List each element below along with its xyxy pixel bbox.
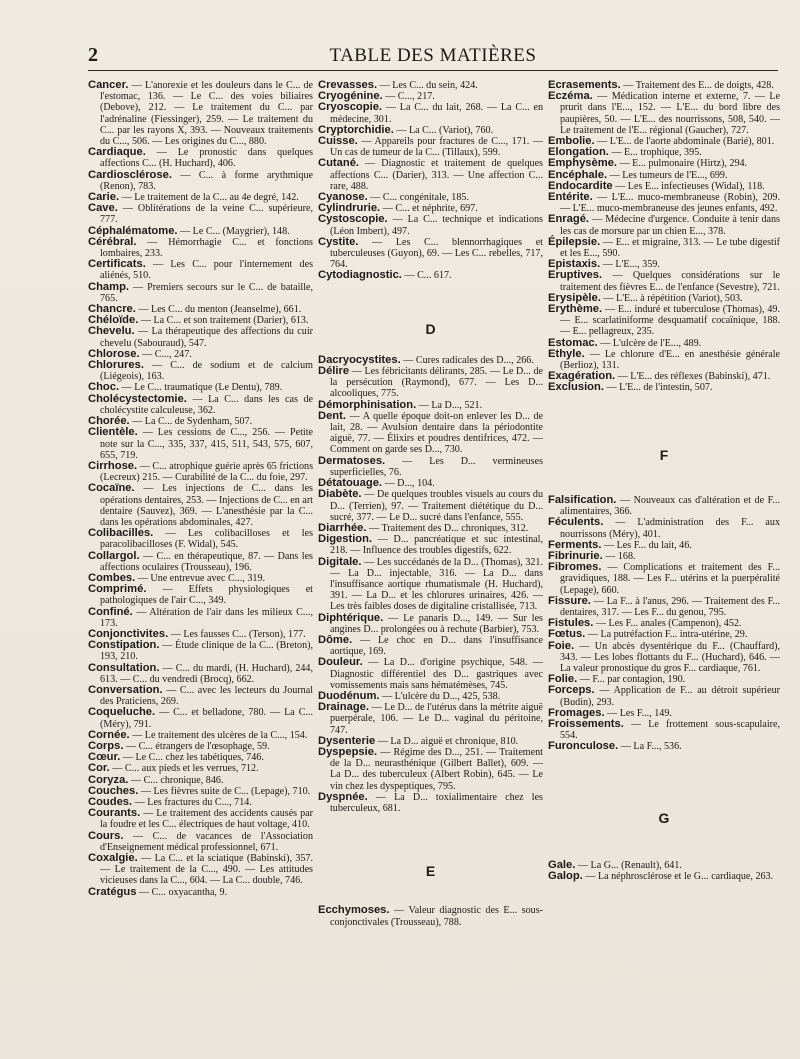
index-term: Ecchymoses.	[318, 904, 390, 917]
index-term: Cutané.	[318, 157, 360, 170]
index-term: Cylindrurie.	[318, 202, 381, 215]
index-term: Ferments.	[548, 538, 602, 551]
index-term: Erythème.	[548, 303, 603, 316]
index-references: — Une entrevue avec C..., 319.	[137, 572, 266, 584]
index-references: — La D... aiguë et chronique, 810.	[377, 735, 519, 747]
index-term: Estomac.	[548, 336, 598, 349]
index-term: Fissure.	[548, 594, 591, 607]
index-entry	[88, 282, 313, 304]
index-references: — Les succédanés de la D... (Thomas), 321. — La D... injectable, 316. — La D... dans l'insuffisance aortique rhumatismale (H. Huchard), 391. — La D... et les chlorures urinaires, 426. — Les très faibles doses de digitaline cristallisée, 713.	[330, 556, 543, 613]
index-entry	[318, 355, 543, 366]
index-column-3	[548, 80, 780, 882]
index-term: Constipation.	[88, 639, 160, 652]
index-term: Coudes.	[88, 796, 133, 808]
index-references: — C... et belladone, 780. — La C... (Méry), 791.	[100, 707, 313, 730]
index-references: — E... induré et tuberculose (Thomas), 49. — E... scarlatiniforme desquamatif cocaïnique, 188. — E... pellagreux, 235.	[560, 304, 780, 338]
index-term: Ethyle.	[548, 347, 585, 360]
index-references: — La D... d'origine psychique, 548. — Diagnostic différentiel des D... gastriques avec vomissements mais sans hématémèses, 745.	[330, 657, 544, 691]
index-term: Chancre.	[88, 303, 136, 316]
index-term: Cholécystectomie.	[88, 392, 187, 405]
index-entry	[548, 596, 780, 618]
index-term: Collargol.	[88, 549, 140, 562]
section-letter-g: G	[658, 809, 670, 826]
index-references: — La néphrosclérose et le G... cardiaque, 263.	[585, 870, 774, 882]
index-term: Cratégus	[88, 885, 137, 898]
index-entry	[318, 792, 543, 814]
index-references: — Le choc en D... dans l'insuffisance aortique, 169.	[330, 634, 543, 658]
index-term: Céphalématome.	[88, 224, 178, 237]
index-references: — Les F..., 149.	[607, 707, 672, 719]
index-term: Epistaxis.	[548, 258, 601, 271]
index-entry	[548, 629, 780, 640]
index-term: Coxalgie.	[88, 852, 138, 865]
entry-list	[548, 860, 780, 882]
index-entry	[318, 702, 543, 736]
index-references: — La C... dans les cas de cholécystite calculeuse, 362.	[100, 393, 313, 416]
index-term: Eczéma.	[548, 90, 593, 103]
index-references: — Oblitérations de la veine C... supérieure, 777.	[100, 203, 314, 226]
index-term: Cuisse.	[318, 135, 358, 148]
index-references: — Les tumeurs de l'E..., 699.	[609, 169, 728, 181]
index-term: Dysenterie	[318, 734, 376, 747]
index-term: Confiné.	[88, 605, 133, 618]
index-term: Cyanose.	[318, 191, 368, 204]
index-references: — C... 617.	[404, 270, 452, 282]
index-term: Crevasses.	[318, 79, 378, 91]
index-references: — Diagnostic et traitement de quelques affections C... (Darier), 313. — Une affection C... rare, 488.	[330, 158, 543, 192]
index-term: Colibacilles.	[88, 527, 154, 540]
index-term: Ecrasements.	[548, 79, 621, 91]
index-term: Dôme.	[318, 633, 353, 646]
index-references: — Traitement des D... chroniques, 312.	[369, 522, 529, 534]
index-term: Chéloïde.	[88, 314, 139, 327]
index-term: Chevelu.	[88, 325, 135, 338]
index-references: — Le D... de l'utérus dans la métrite aiguë puerpérale, 106. — Le D... vaginal du péritoine, 747.	[330, 702, 543, 736]
index-term: Dacryocystites.	[318, 353, 401, 366]
index-term: Entérite.	[548, 191, 593, 204]
index-references: — E... trophique, 395.	[611, 147, 702, 159]
index-term: Cryoscopie.	[318, 101, 383, 114]
index-references: — C..., 217.	[385, 91, 435, 103]
index-entry	[318, 400, 543, 411]
index-references: — D..., 104.	[384, 478, 435, 490]
index-entry	[88, 360, 313, 382]
index-references: — Le traitement des accidents causés par la foudre et les C... électriques de haut voltage, 410.	[100, 808, 313, 831]
index-entry	[88, 551, 313, 573]
index-entry	[88, 427, 313, 461]
index-term: Cœur.	[88, 751, 121, 764]
index-references: — Les colibacilloses et les paracolibacilloses (F. Widal), 545.	[100, 528, 313, 551]
index-term: Drainage.	[318, 701, 369, 714]
index-term: Fibrinurie.	[548, 549, 603, 562]
index-term: Dermatoses.	[318, 454, 386, 467]
index-term: Chorée.	[88, 415, 130, 428]
index-entry	[88, 80, 313, 147]
index-entry	[318, 557, 543, 613]
index-entry	[88, 259, 313, 281]
index-term: Chlorose.	[88, 347, 140, 360]
index-references: — Le traitement de la C... au 4e degré, 142.	[121, 192, 299, 204]
index-term: Fistules.	[548, 617, 594, 630]
index-term: Duodénum.	[318, 689, 380, 702]
running-title: TABLE DES MATIÈRES	[329, 45, 537, 66]
index-references: — De quelques troubles visuels au cours du D... (Terrien), 97. — Traitement diététique du D... sucré, 377. — Le D... sucré dans l'enfance, 555.	[330, 489, 543, 523]
index-references: — F... par contagion, 190.	[579, 674, 686, 686]
index-entry	[318, 456, 543, 478]
index-references: — Les C... du sein, 424.	[379, 80, 478, 91]
index-references: — C... à forme arythmique (Renon), 783.	[100, 169, 313, 192]
index-term: Folie.	[548, 673, 578, 686]
index-references: — La F..., 536.	[620, 741, 682, 753]
index-term: Démorphinisation.	[318, 398, 417, 411]
index-references: — La C... et son traitement (Darier), 613.	[140, 315, 309, 327]
index-entry	[318, 905, 543, 927]
section-letter-f: F	[659, 446, 669, 463]
index-references: — Les fractures du C..., 714.	[134, 797, 252, 808]
index-term: Conversation.	[88, 683, 163, 696]
index-references: — Les fausses C... (Terson), 177.	[170, 628, 306, 640]
index-references: — C... chronique, 846.	[130, 774, 224, 786]
index-entry	[548, 741, 780, 752]
entry-list	[318, 80, 543, 282]
index-references: — Les C... pour l'internement des aliénés, 510.	[100, 259, 313, 282]
index-term: Cystoscopie.	[318, 213, 388, 226]
entry-list	[318, 355, 543, 814]
index-entry	[88, 483, 313, 528]
index-term: Cardiaque.	[88, 146, 146, 159]
index-references: — Valeur diagnostic des E... sous-conjonctivales (Trousseau), 788.	[330, 905, 543, 928]
index-term: Douleur.	[318, 656, 363, 669]
index-references: — L'E... de l'aorte abdominale (Barié), 801.	[597, 136, 775, 148]
index-term: Coqueluche.	[88, 706, 156, 719]
index-entry	[88, 461, 313, 483]
index-references: — E... pulmonaire (Hirtz), 294.	[619, 158, 748, 170]
index-entry	[548, 349, 780, 371]
index-entry	[88, 237, 313, 259]
index-references: — Le C... traumatique (Le Dentu), 789.	[121, 382, 283, 394]
index-term: Diabète.	[318, 488, 362, 501]
index-entry	[548, 214, 780, 236]
index-entry	[318, 635, 543, 657]
index-references: — La C... du lait, 268. — La C... en médecine, 301.	[330, 102, 544, 125]
index-references: — C... aux pieds et les verrues, 712.	[112, 763, 259, 775]
index-term: Fromages.	[548, 706, 605, 719]
index-references: — Les E... infectieuses (Widal), 118.	[615, 180, 765, 192]
index-term: Cours.	[88, 829, 124, 842]
index-entry	[548, 719, 780, 741]
index-references: — Les F... du lait, 46.	[604, 539, 692, 551]
index-term: Coryza.	[88, 773, 129, 786]
index-entry	[318, 657, 543, 691]
index-references: — Le frottement sous-scapulaire, 554.	[560, 718, 780, 742]
index-entry	[548, 304, 780, 338]
index-entry	[88, 808, 313, 830]
entry-list	[318, 905, 543, 927]
index-term: Combes.	[88, 571, 136, 584]
index-entry	[318, 237, 543, 271]
index-references: — La F... à l'anus, 296. — Traitement des F... dentaires, 317. — Les F... du genou, 795.	[560, 595, 780, 618]
index-term: Consultation.	[88, 661, 160, 674]
index-entry	[88, 528, 313, 550]
index-entry	[88, 685, 313, 707]
index-references: — L'E... à répétition (Variot), 503.	[603, 292, 743, 304]
index-term: Endocardite	[548, 179, 613, 192]
index-term: Elongation.	[548, 146, 609, 159]
index-term: Dyspepsie.	[318, 745, 378, 758]
index-entry	[88, 326, 313, 348]
index-references: — C..., 247.	[142, 348, 192, 360]
index-references: — Les injections de C... dans les opérations dentaires, 253. — Injections de C... en art dentaire (Sauvez), 369. — L'anesthésie par la C... dans les opérations abdominales, 427.	[100, 483, 313, 528]
index-term: Comprimé.	[88, 583, 147, 596]
index-entry	[318, 747, 543, 792]
page-number: 2	[88, 44, 98, 66]
index-term: Choc.	[88, 381, 120, 394]
index-entry	[548, 495, 780, 517]
index-term: Cardiosclérose.	[88, 168, 172, 181]
index-term: Cryogénine.	[318, 90, 383, 103]
index-references: — Le C... (Maygrier), 148.	[180, 225, 290, 237]
index-references: — C... congénitale, 185.	[370, 192, 469, 204]
index-entry	[88, 170, 313, 192]
section-letter-d: D	[425, 320, 436, 337]
index-entry	[318, 158, 543, 192]
index-term: Falsification.	[548, 493, 617, 506]
index-entry	[318, 136, 543, 158]
index-references: — Application de F... au détroit supérieur (Budin), 293.	[560, 685, 780, 708]
index-entry	[318, 613, 543, 635]
index-references: — Altération de l'air dans les milieux C..., 173.	[100, 606, 313, 629]
index-term: Exclusion.	[548, 381, 604, 394]
index-column-1	[88, 80, 313, 898]
index-references: — L'E... de l'intestin, 507.	[606, 382, 713, 394]
index-references: — C... du mardi, (H. Huchard), 244, 613. — C... du vendredi (Brocq), 662.	[100, 662, 313, 685]
index-entry	[88, 663, 313, 685]
index-term: Gale.	[548, 858, 576, 871]
index-references: — La putréfaction F... intra-utérine, 29.	[587, 629, 748, 641]
index-references: — C... étrangers de l'œsophage, 59.	[125, 740, 270, 752]
index-term: Emphysème.	[548, 157, 618, 170]
index-entry	[88, 741, 313, 752]
index-term: Cancer.	[88, 79, 129, 91]
index-entry	[88, 640, 313, 662]
index-references: — Les fièvres suite de C... (Lepage), 710.	[140, 785, 311, 797]
index-references: — Les cessions de C..., 256. — Petite note sur la C..., 335, 337, 415, 511, 543, 575, 607, 655, 719.	[100, 427, 313, 461]
index-entry	[318, 534, 543, 556]
index-references: — L'anorexie et les douleurs dans le C... de l'estomac, 136. — Le C... des voies biliaires (Debove), 212. — Le traitement du C... par l'adrénaline (Fiessinger), 259. — Le traitement du C... par les rayons X, 393. — Nouveaux traitements du C..., 506. — Les origines du C..., 880.	[100, 80, 314, 148]
index-references: — Le traitement des ulcères de la C..., 154.	[132, 729, 308, 741]
index-term: Couches.	[88, 784, 139, 797]
index-term: Épilepsie.	[548, 235, 601, 248]
index-references: — Les fébricitants délirants, 285. — Le D... de la persécution (Raymond), 677. — Les D... alcooliques, 775.	[330, 366, 543, 400]
index-references: — La C... (Variot), 760.	[396, 124, 494, 136]
index-term: Cave.	[88, 202, 118, 215]
index-references: — Un abcès dysentérique du F... (Chauffard), 343. — Les lobes flottants du F... (Huchard), 646. — La valeur pronostique du gros F... cardiaque, 761.	[560, 640, 780, 674]
index-references: — D... pancréatique et suc intestinal, 218. — Influence des troubles digestifs, 622.	[330, 534, 543, 557]
index-entry	[88, 203, 313, 225]
index-entry	[88, 584, 313, 606]
section-letter-e: E	[425, 863, 436, 880]
index-references: — La C... technique et indications (Léon Imbert), 497.	[330, 214, 543, 237]
index-term: Fibromes.	[548, 561, 602, 574]
index-references: — La D... toxialimentaire chez les tuberculeux, 681.	[330, 791, 543, 814]
index-references: — Le panaris D..., 149. — Sur les angines D... prolongées ou à rechute (Barbier), 753.	[330, 612, 543, 635]
index-references: — La C... et la sciatique (Babinski), 357. — Le traitement de la C..., 490. — Les attitudes vicieuses dans la C..., 604. — La C... double, 746.	[100, 853, 313, 887]
index-entry	[318, 214, 543, 236]
index-entry	[318, 411, 543, 456]
index-term: Galop.	[548, 869, 583, 882]
index-term: Cocaïne.	[88, 482, 135, 495]
index-entry	[88, 752, 313, 763]
index-entry	[318, 102, 543, 124]
index-references: — Le pronostic dans quelques affections C... (H. Huchard), 406.	[100, 147, 314, 170]
index-entry	[548, 237, 780, 259]
index-term: Enragé.	[548, 213, 590, 226]
index-term: Encéphale.	[548, 168, 608, 181]
index-term: Champ.	[88, 280, 130, 293]
index-references: — Appareils pour fractures de C..., 171. — Un cas de tumeur de la C... (Tillaux), 599.	[330, 136, 543, 159]
index-term: Dyspnée.	[318, 790, 368, 803]
index-references: — Le chlorure d'E... en anesthésie générale (Berlioz), 131.	[560, 348, 781, 372]
index-references: — Effets physiologiques et pathologiques de l'air C..., 349.	[100, 584, 313, 607]
index-references: — L'E... muco-membraneuse (Robin), 209. — L'E... muco-membraneuse des jeunes enfants, 492.	[560, 192, 780, 215]
index-term: Eruptives.	[548, 269, 603, 282]
index-references: — Hémorrhagie C... et fonctions lombaires, 233.	[100, 236, 313, 260]
index-entry	[88, 831, 313, 853]
entry-list	[548, 495, 780, 753]
index-entry	[548, 270, 780, 292]
index-references: — Traitement des E... de doigts, 428.	[623, 80, 774, 91]
index-entry	[88, 853, 313, 887]
index-term: Cor.	[88, 762, 110, 775]
index-term: Dent.	[318, 409, 346, 422]
index-references: — Les C... du menton (Jeanselme), 661.	[138, 304, 302, 316]
index-references: — C... et néphrite, 697.	[382, 203, 478, 215]
index-references: — L'ulcère de l'E..., 489.	[600, 337, 702, 349]
index-references: — L'ulcère du D..., 425, 538.	[382, 690, 501, 702]
index-entry	[548, 641, 780, 675]
index-entry	[548, 192, 780, 214]
index-references: — La D..., 521.	[418, 399, 483, 411]
index-entry	[318, 270, 543, 281]
index-references: — L'E..., 359.	[602, 259, 660, 271]
index-references: — Les D... vermineuses superficielles, 76.	[330, 455, 543, 478]
index-references: — L'E... des réflexes (Babinski), 471.	[617, 371, 771, 383]
index-term: Cornée.	[88, 728, 130, 741]
index-references: — La C... de Sydenham, 507.	[132, 416, 253, 428]
index-entry	[548, 91, 780, 136]
index-column-2	[318, 80, 543, 928]
index-term: Cérébral.	[88, 235, 137, 248]
index-references: — Médecine d'urgence. Conduite à tenir dans les cas de morsure par un chien E..., 378.	[560, 214, 780, 237]
index-term: Forceps.	[548, 684, 595, 697]
index-references: — 168.	[605, 550, 636, 562]
index-entry	[88, 887, 313, 898]
index-references: — Quelques considérations sur le traitement des fièvres E... de l'enfance (Sevestre), 721.	[560, 270, 780, 293]
index-references: — La thérapeutique des affections du cuir chevelu (Sabouraud), 547.	[100, 326, 313, 349]
index-term: Erysipèle.	[548, 291, 601, 304]
index-term: Courants.	[88, 807, 141, 820]
entry-list	[88, 80, 313, 898]
index-references: — Premiers secours sur le C... de bataille, 765.	[100, 281, 313, 304]
index-entry	[548, 685, 780, 707]
index-references: — Régime des D..., 251. — Traitement de la D... neurasthénique (Gilbert Ballet), 609. — La D... des tuberculeux (Albert Robin), 645. — Le vin chez les dyspeptiques, 795.	[330, 746, 543, 792]
index-references: — C... oxyacantha, 9.	[139, 886, 228, 898]
index-term: Cryptorchidie.	[318, 123, 394, 136]
index-references: — A quelle époque doit-on enlever les D... de lait, 28. — Avulsion dentaire dans la périodontite aiguë, 77. — Élixirs et poudres dentifrices, 472. — Comment on garde ses D..., 730.	[330, 410, 543, 456]
index-entry	[548, 562, 780, 596]
index-term: Fœtus.	[548, 628, 586, 641]
index-references: — C... atrophique guérie après 65 frictions (Lecreux) 215. — Curabilité de la C... du foie, 297.	[100, 460, 314, 484]
index-term: Cystite.	[318, 235, 359, 248]
index-references: — Médication interne et externe, 7. — Le prurit dans l'E..., 152. — L'E... du bord libre des paupières, 50. — L'E... des nourrissons, 508, 540. — Le traitement de l'E... régional (Gaucher), 727.	[560, 91, 780, 136]
index-references: — Complications et traitement des F... gravidiques, 188. — Les F... utérins et la puerpéralité (Lepage), 660.	[560, 562, 780, 596]
index-term: Détatouage.	[318, 477, 383, 490]
index-term: Exagération.	[548, 370, 616, 383]
index-references: — Étude clinique de la C... (Breton), 193, 210.	[100, 640, 313, 663]
index-entry	[318, 489, 543, 523]
index-entry	[88, 394, 313, 416]
index-references: — C... en thérapeutique, 87. — Dans les affections oculaires (Trousseau), 196.	[100, 550, 313, 573]
entry-list	[548, 80, 780, 394]
index-term: Diarrhée.	[318, 521, 367, 534]
index-term: Furonculose.	[548, 740, 619, 753]
index-term: Corps.	[88, 739, 124, 752]
index-term: Digitale.	[318, 555, 362, 568]
index-entry	[88, 192, 313, 203]
index-references: — La G... (Renault), 641.	[577, 859, 682, 871]
index-entry	[548, 871, 780, 882]
index-references: — C... avec les lecteurs du Journal des Praticiens, 269.	[100, 684, 313, 708]
index-term: Conjonctivites.	[88, 627, 169, 640]
index-entry	[88, 707, 313, 729]
index-references: — L'administration des F... aux nourrissons (Méry), 401.	[560, 517, 781, 540]
index-entry	[548, 382, 780, 393]
index-entry	[88, 147, 313, 169]
index-entry	[548, 517, 780, 539]
index-entry	[318, 366, 543, 400]
index-term: Embolie.	[548, 135, 595, 148]
index-references: — Le C... chez les tabétiques, 746.	[122, 752, 264, 764]
index-references: — Nouveaux cas d'altération et de F... alimentaires, 366.	[560, 494, 780, 518]
index-term: Chlorures.	[88, 359, 144, 372]
index-term: Cytodiagnostic.	[318, 269, 402, 282]
index-term: Certificats.	[88, 258, 146, 271]
index-term: Digestion.	[318, 533, 373, 546]
index-term: Diphtérique.	[318, 611, 384, 624]
index-term: Carie.	[88, 191, 120, 204]
page-header	[88, 44, 778, 71]
index-references: — Cures radicales des D..., 266.	[403, 354, 534, 366]
index-term: Féculents.	[548, 516, 604, 529]
index-references: — Les C... blennorrhagiques et tuberculeuses (Guyon), 69. — Les C... rebelles, 717, 764.	[330, 236, 543, 271]
index-references: — Les F... anales (Campenon), 452.	[595, 618, 742, 630]
index-entry	[88, 607, 313, 629]
index-term: Délire	[318, 365, 350, 378]
index-term: Foie.	[548, 639, 575, 652]
index-term: Clientèle.	[88, 426, 138, 439]
index-references: — C... de sodium et de calcium (Liégeois), 163.	[100, 360, 313, 383]
index-references: — C... de vacances de l'Association d'Enseignement médical professionnel, 671.	[100, 830, 313, 853]
index-references: — E... et migraine, 313. — Le tube digestif et les E..., 590.	[560, 236, 780, 260]
index-term: Froissements.	[548, 717, 624, 730]
index-term: Cirrhose.	[88, 459, 138, 472]
